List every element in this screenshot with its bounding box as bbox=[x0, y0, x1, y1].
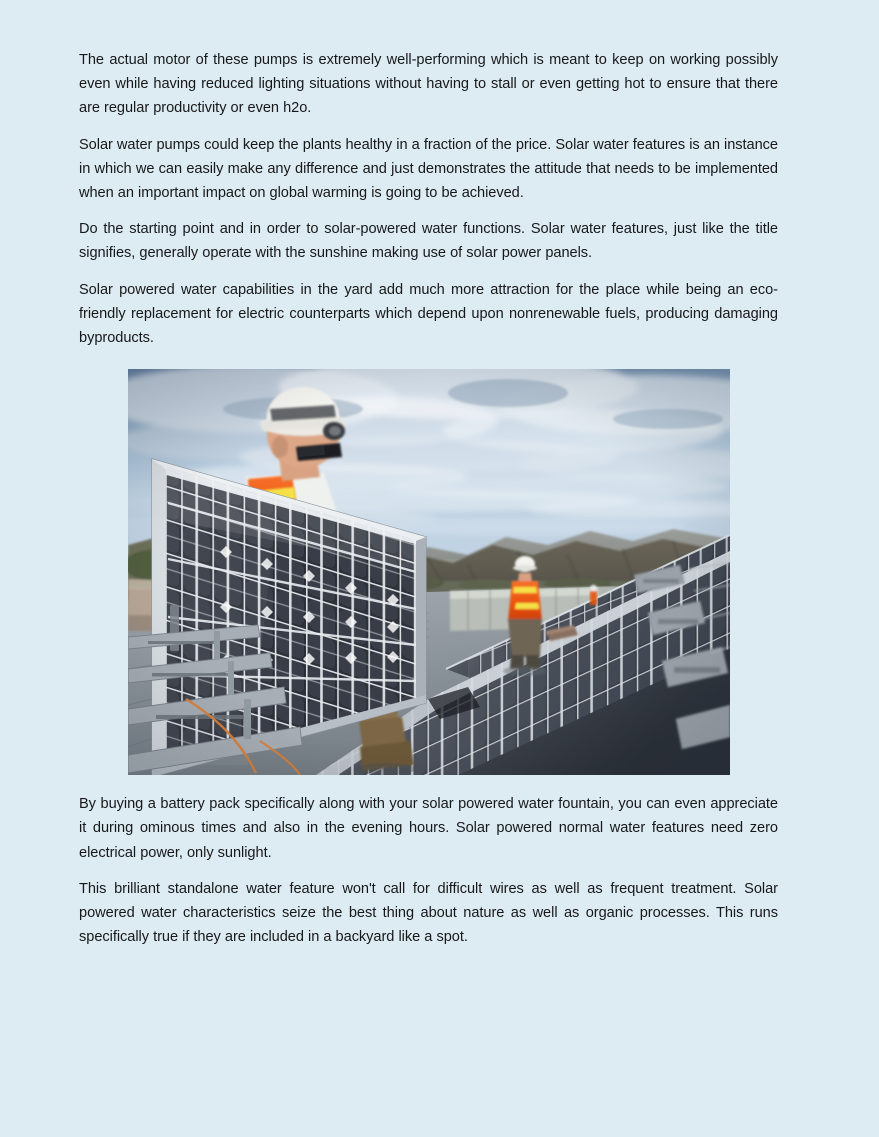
article-body bbox=[79, 48, 778, 949]
paragraph-1: The actual motor of these pumps is extremely well-performing which is meant to keep on working possibly even while having reduced lighting situations without having to stall or even getting hot to ensure that there are regular productivity or even h2o. bbox=[79, 52, 778, 117]
solar-panel-installation-photo bbox=[128, 369, 730, 775]
photo-artwork bbox=[128, 369, 730, 775]
paragraph-4: Solar powered water capabilities in the yard add much more attraction for the place while being an eco-friendly replacement for electric counterparts which depend upon nonrenewable fuels, producing damaging byproducts. bbox=[79, 281, 778, 347]
paragraph-2: Solar water pumps could keep the plants healthy in a fraction of the price. Solar water features is an instance in which we can easily make any difference and just demonstrates the attitude that needs to be implemented when an important impact on global warming is going to be achieved. bbox=[79, 136, 778, 202]
paragraph-3: Do the starting point and in order to solar-powered water functions. Solar water features, just like the title signifies, generally operate with the sunshine making use of solar power panels. bbox=[79, 221, 778, 262]
paragraph-6: This brilliant standalone water feature won't call for difficult wires as well as frequent treatment. Solar powered water characteristics seize the best thing about nature as well as organic processes. This runs specifically true if they are included in a backyard like a spot. bbox=[79, 880, 778, 946]
figure-container bbox=[79, 369, 778, 775]
paragraph-5: By buying a battery pack specifically along with your solar powered water fountain, you can even appreciate it during ominous times and also in the evening hours. Solar powered normal water features need zero electrical power, only sunlight. bbox=[79, 796, 778, 861]
